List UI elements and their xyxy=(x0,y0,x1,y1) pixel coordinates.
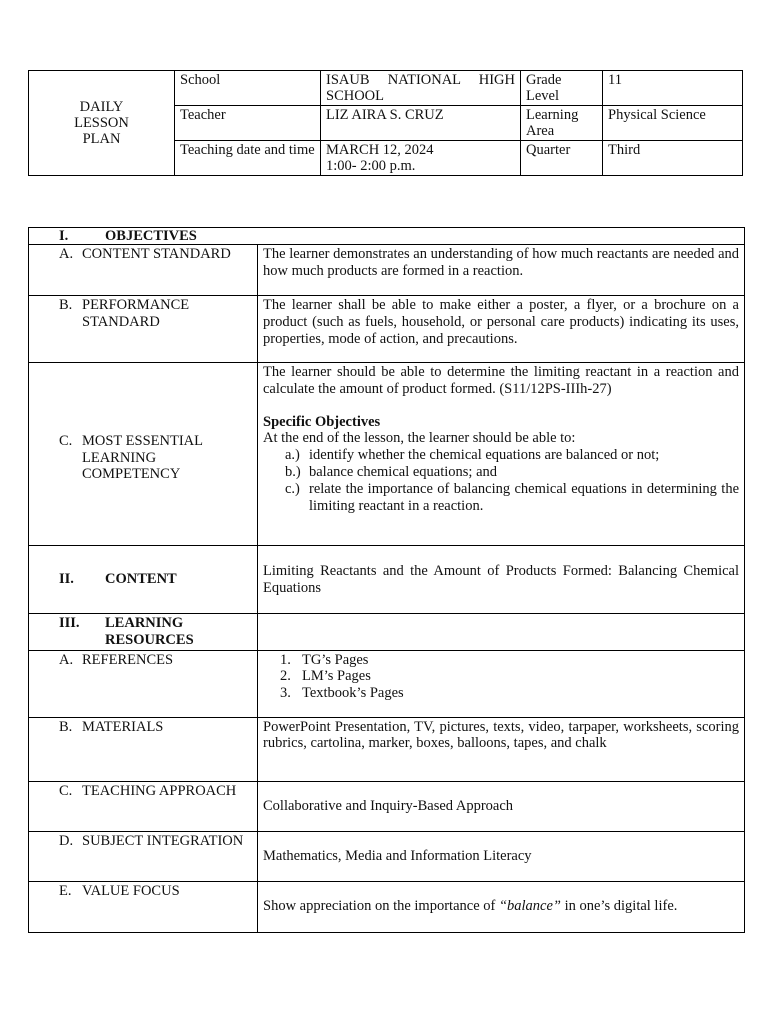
grade-level-value: 11 xyxy=(603,71,743,106)
melc-content xyxy=(258,363,745,546)
references-label: A. REFERENCES xyxy=(29,650,258,717)
melc-text: The learner should be able to determine the limiting reactant in a reaction and calculate the amount of product formed. (S11/12PS-IIIh-27) xyxy=(263,364,739,397)
content-standard-label: A. CONTENT STANDARD xyxy=(29,245,258,296)
quarter-label: Quarter xyxy=(521,141,603,176)
materials-text: PowerPoint Presentation, TV, pictures, texts, video, tarpaper, worksheets, scoring rubrics, cartolina, marker, boxes, balloons, tapes, and chalk xyxy=(258,717,745,781)
quarter-value: Third xyxy=(603,141,743,176)
teacher-value: LIZ AIRA S. CRUZ xyxy=(321,106,521,141)
date-text: MARCH 12, 2024 xyxy=(326,142,434,158)
learning-area-label: Learning Area xyxy=(521,106,603,141)
grade-level-label: Grade Level xyxy=(521,71,603,106)
value-focus-text: Show appreciation on the importance of “balance” in one’s digital life. xyxy=(258,881,745,932)
list-item: 2. LM’s Pages xyxy=(280,668,371,685)
teaching-date-value xyxy=(321,141,521,176)
teaching-date-label: Teaching date and time xyxy=(175,141,321,176)
specific-objectives-title: Specific Objectives xyxy=(263,413,381,430)
references-list-cell xyxy=(258,650,745,717)
specific-objectives-intro: At the end of the lesson, the learner should be able to: xyxy=(263,430,576,447)
time-text: 1:00- 2:00 p.m. xyxy=(326,158,416,174)
lesson-plan-title: DAILY LESSON PLAN xyxy=(29,71,175,176)
melc-label: C. MOST ESSENTIAL LEARNING COMPETENCY xyxy=(29,363,258,546)
subject-integration-label: D. SUBJECT INTEGRATION xyxy=(29,831,258,881)
subject-integration-text: Mathematics, Media and Information Literacy xyxy=(258,831,745,881)
section-resources-heading: III. LEARNING RESOURCES xyxy=(29,614,258,651)
performance-standard-text: The learner shall be able to make either a poster, a flyer, or a brochure on a product (such as fuels, household, or personal care products) indicating its uses, properties, mode of action, and precautions. xyxy=(258,296,745,363)
school-label: School xyxy=(175,71,321,106)
teaching-approach-label: C. TEACHING APPROACH xyxy=(29,781,258,831)
section-content-heading: II. CONTENT xyxy=(29,546,258,614)
section-objectives-heading: I. OBJECTIVES xyxy=(29,228,745,245)
resources-empty-cell xyxy=(258,614,745,651)
header-table xyxy=(28,70,743,176)
list-item: b.) balance chemical equations; and xyxy=(285,463,498,480)
list-item: a.) identify whether the chemical equations are balanced or not; xyxy=(285,447,660,464)
content-text: Limiting Reactants and the Amount of Products Formed: Balancing Chemical Equations xyxy=(258,546,745,614)
list-item: 1. TG’s Pages xyxy=(280,651,369,668)
teaching-approach-text: Collaborative and Inquiry-Based Approach xyxy=(258,781,745,831)
specific-objectives-list xyxy=(263,447,739,514)
learning-area-value: Physical Science xyxy=(603,106,743,141)
performance-standard-label: B. PERFORMANCE STANDARD xyxy=(29,296,258,363)
list-item: 3. Textbook’s Pages xyxy=(280,685,404,702)
teacher-label: Teacher xyxy=(175,106,321,141)
content-standard-text: The learner demonstrates an understanding of how much reactants are needed and how much products are formed in a reaction. xyxy=(258,245,745,296)
school-value: ISAUB NATIONAL HIGH SCHOOL xyxy=(321,71,521,106)
value-focus-label: E. VALUE FOCUS xyxy=(29,881,258,932)
references-list xyxy=(280,652,739,702)
lesson-plan-table xyxy=(28,227,745,933)
list-item: c.) relate the importance of balancing chemical equations in determining the limiting reactant in a reaction. xyxy=(285,480,739,514)
materials-label: B. MATERIALS xyxy=(29,717,258,781)
